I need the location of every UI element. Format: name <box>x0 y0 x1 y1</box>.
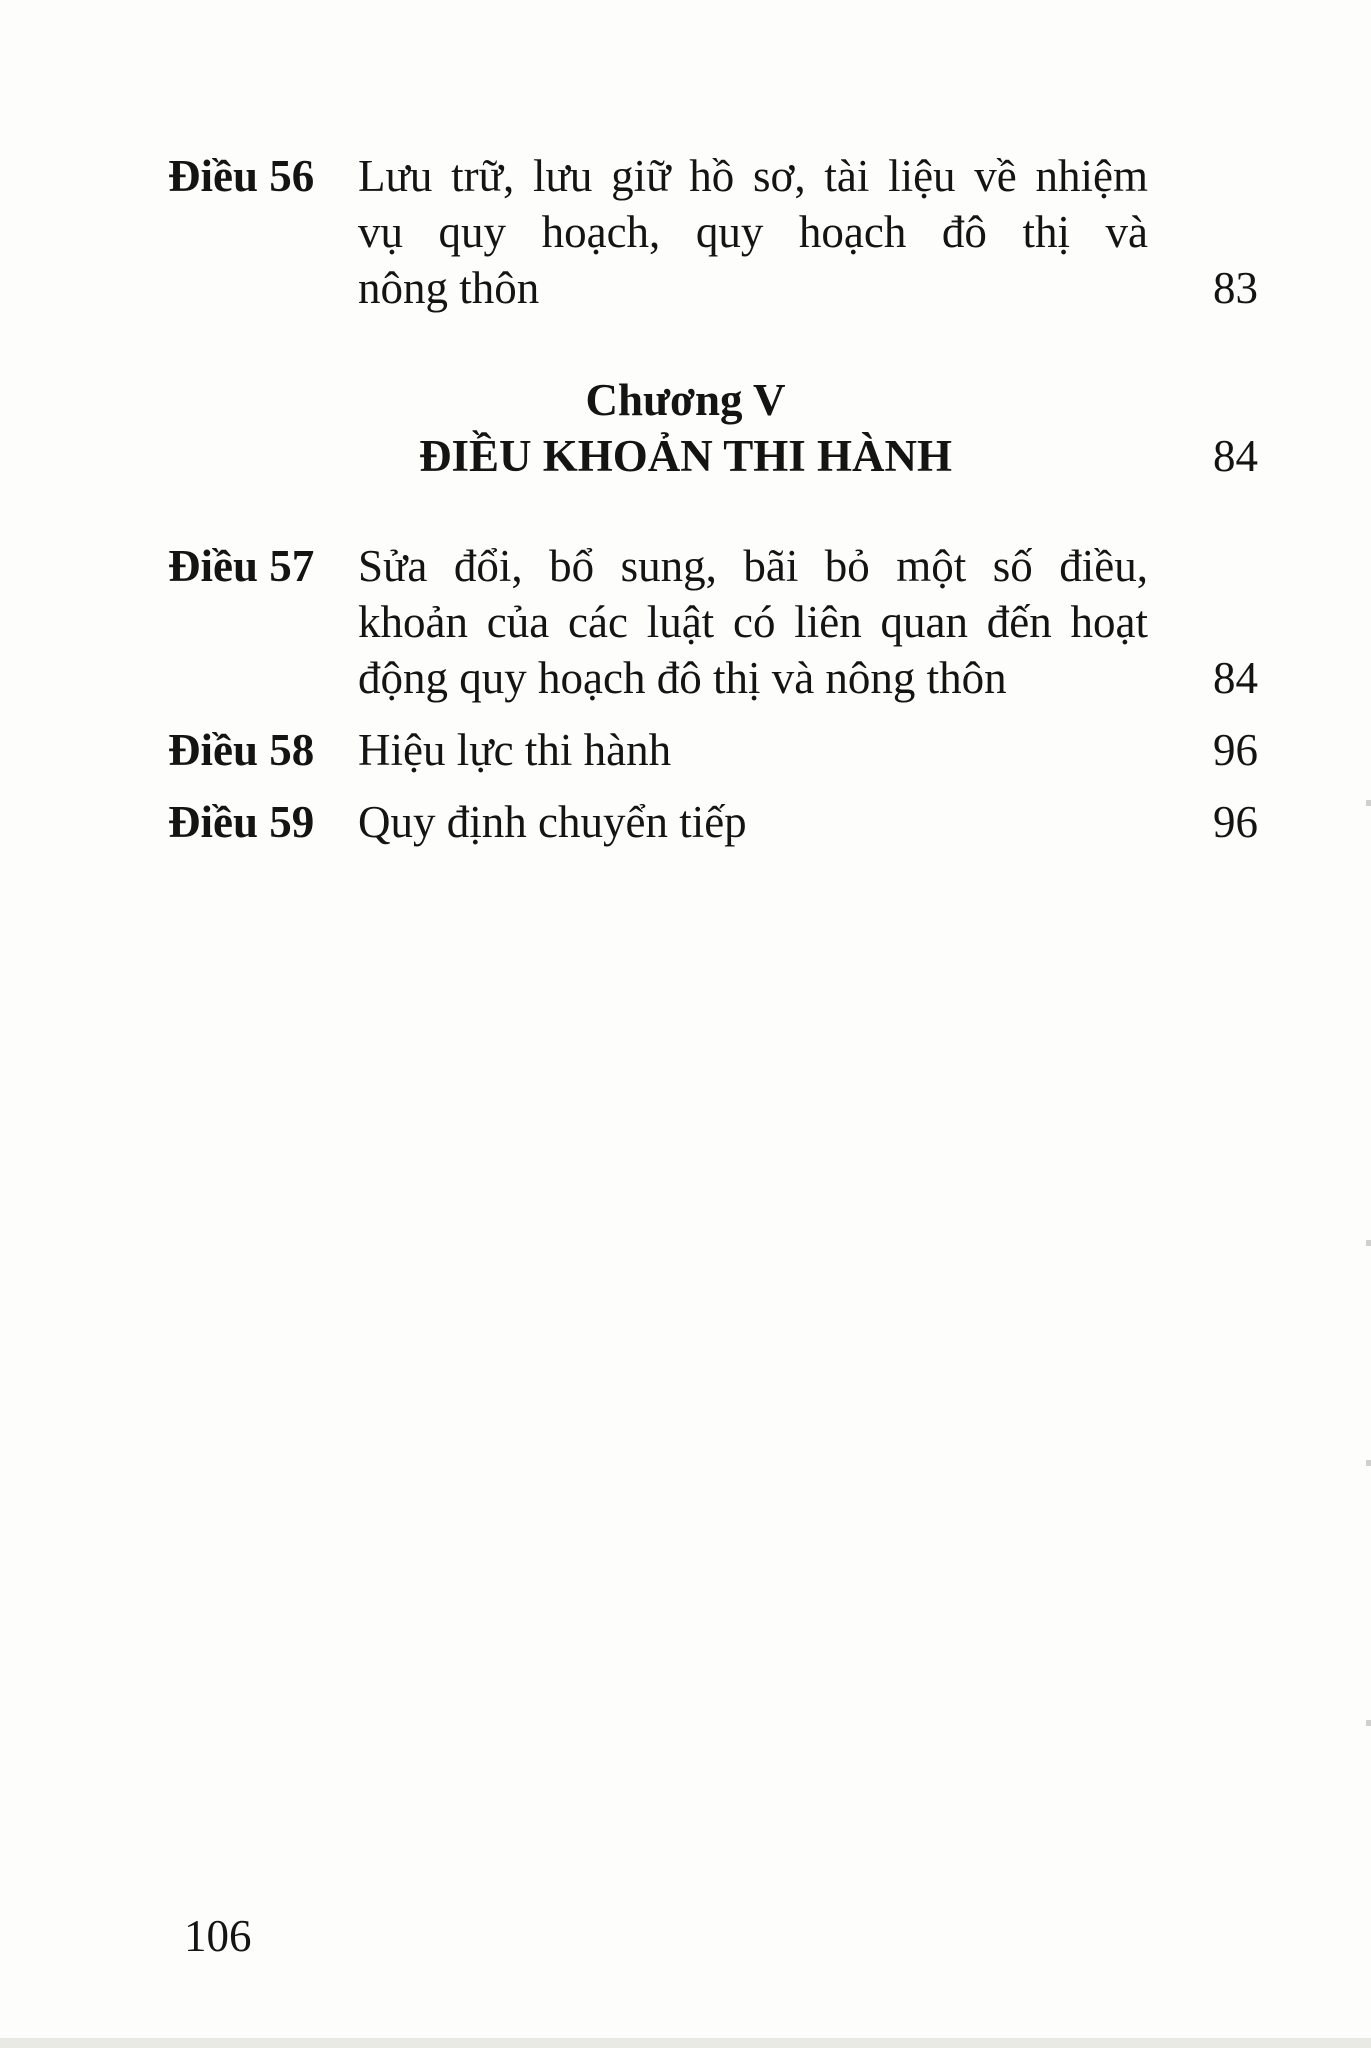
scan-bottom-edge <box>0 2038 1371 2048</box>
footer-page-number: 106 <box>184 1911 252 1961</box>
article-title <box>358 538 1148 706</box>
toc-entry-dieu-56 <box>168 148 1258 318</box>
article-label: Điều 58 <box>168 725 315 775</box>
scan-edge-mark <box>1366 800 1371 806</box>
article-title-line: Lưu trữ, lưu giữ hồ sơ, tài liệu về nhiệm <box>358 151 1148 201</box>
article-title-line: khoản của các luật có liên quan đến hoạt <box>358 597 1148 647</box>
article-title <box>358 722 1148 778</box>
page-number: 96 <box>1213 725 1258 775</box>
article-label: Điều 59 <box>168 797 315 847</box>
page-number: 84 <box>1213 653 1258 703</box>
article-label: Điều 56 <box>168 151 315 201</box>
chapter-page-number: 84 <box>1213 431 1258 481</box>
scan-edge-mark <box>1366 1240 1371 1246</box>
article-title <box>358 794 1148 850</box>
scan-edge-mark <box>1366 1720 1371 1726</box>
page-number: 83 <box>1213 263 1258 313</box>
article-title-line: nông thôn <box>358 263 540 313</box>
article-title <box>358 148 1148 316</box>
toc-entry-dieu-59 <box>168 794 1258 850</box>
toc-entry-dieu-58 <box>168 722 1258 778</box>
article-title-line: động quy hoạch đô thị và nông thôn <box>358 653 1007 703</box>
scan-edge-mark <box>1366 1460 1371 1466</box>
article-label: Điều 57 <box>168 541 315 591</box>
article-title-line: Sửa đổi, bổ sung, bãi bỏ một số điều, <box>358 541 1148 591</box>
chapter-number: Chương V <box>585 375 786 425</box>
article-title-line: Hiệu lực thi hành <box>358 725 672 775</box>
toc-entry-dieu-57 <box>168 538 1258 708</box>
article-title-line: vụ quy hoạch, quy hoạch đô thị và <box>358 207 1148 257</box>
article-title-line: Quy định chuyển tiếp <box>358 797 747 847</box>
page-number: 96 <box>1213 797 1258 847</box>
chapter-title: ĐIỀU KHOẢN THI HÀNH <box>419 431 952 481</box>
